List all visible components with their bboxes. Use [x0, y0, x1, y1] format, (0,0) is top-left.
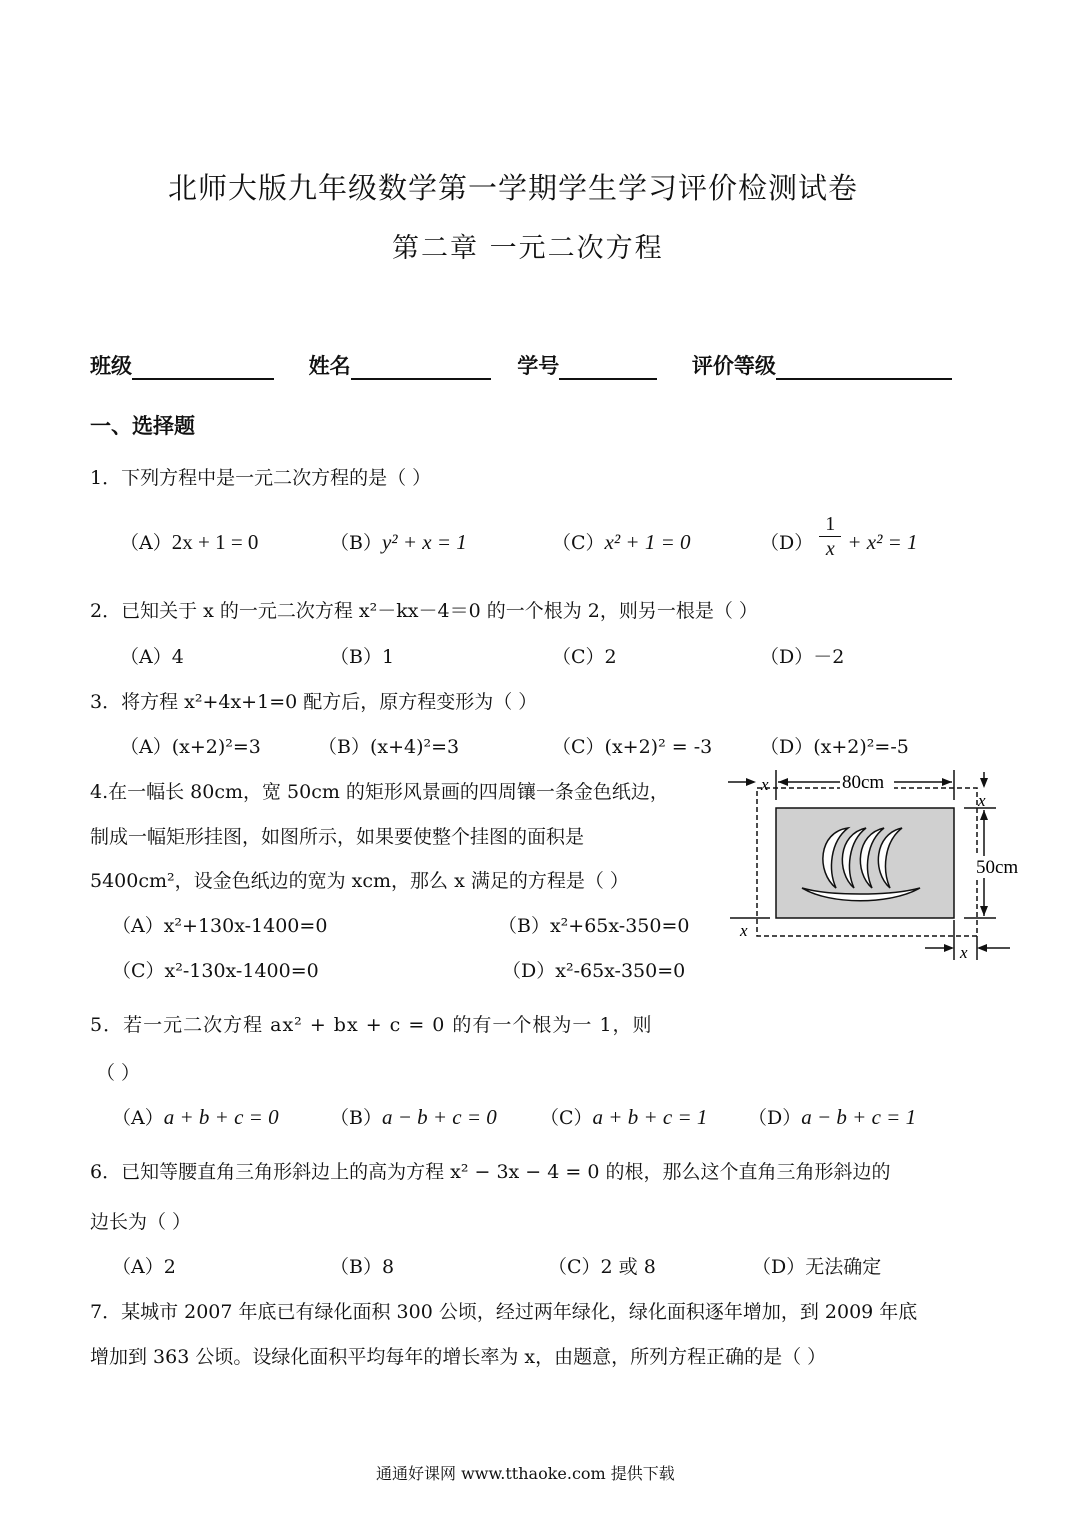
- x-label-bottom-right: x: [960, 943, 968, 962]
- question-7-stem: 7．某城市 2007 年底已有绿化面积 300 公顷，经过两年绿化，绿化面积逐年增加，到 2009 年底: [90, 1301, 918, 1323]
- q1-option-b: （B）y² + x = 1: [330, 530, 467, 554]
- picture-frame-figure: [720, 760, 1040, 970]
- question-5-paren: （ ）: [96, 1062, 141, 1084]
- q4-option-d: （D）x²-65x-350=0: [502, 960, 686, 982]
- question-4-line-2: 制成一幅矩形挂图，如图所示，如果要使整个挂图的面积是: [90, 826, 585, 848]
- page-footer: 通通好课网 www.tthaoke.com 提供下载: [376, 1464, 675, 1483]
- question-2-stem: 2．已知关于 x 的一元二次方程 x²－kx－4＝0 的一个根为 2，则另一根是（ ）: [90, 600, 758, 622]
- name-label: 姓名: [308, 354, 351, 378]
- x-label-top-left: x: [761, 775, 769, 794]
- question-6-stem: 6．已知等腰直角三角形斜边上的高为方程 x² − 3x − 4 = 0 的根，那么这个直角三角形斜边的: [90, 1161, 891, 1183]
- q4-option-b: （B）x²+65x-350=0: [498, 915, 690, 937]
- q4-option-a: （A）x²+130x-1400=0: [112, 915, 328, 937]
- class-blank[interactable]: [132, 354, 274, 380]
- q5-option-d: （D）a − b + c = 1: [748, 1105, 917, 1129]
- class-label: 班级: [90, 354, 132, 378]
- height-label: 50cm: [976, 857, 1019, 878]
- q6-option-a: （A）2: [112, 1256, 176, 1278]
- q3-option-d: （D）(x+2)²=-5: [760, 736, 909, 758]
- q5-option-c: （C）a + b + c = 1: [540, 1105, 708, 1129]
- q3-option-a: （A）(x+2)²=3: [120, 736, 261, 758]
- name-blank[interactable]: [351, 354, 491, 380]
- grade-label: 评价等级: [691, 354, 776, 378]
- section-title: 一、选择题: [90, 414, 195, 438]
- q2-option-b: （B）1: [330, 646, 395, 668]
- q1-option-d: （D） $\frac{1}{x}$ + x² = 1: [760, 513, 918, 560]
- question-6-stem-2: 边长为（ ）: [90, 1211, 192, 1233]
- q1-option-a: （A）2x + 1 = 0: [120, 530, 259, 554]
- page-title: 北师大版九年级数学第一学期学生学习评价检测试卷: [168, 171, 859, 205]
- q6-option-b: （B）8: [330, 1256, 395, 1278]
- page-subtitle: 第二章 一元二次方程: [392, 233, 664, 264]
- q2-option-c: （C）2: [552, 646, 617, 668]
- id-label: 学号: [517, 354, 560, 378]
- fraction-numerator: 1: [819, 512, 841, 537]
- question-5-stem: 5．若一元二次方程 ax² + bx + c = 0 的有一个根为一 1，则: [90, 1014, 653, 1036]
- q2-option-a: （A）4: [120, 646, 184, 668]
- width-label: 80cm: [842, 772, 885, 793]
- x-label-bottom-left: x: [740, 921, 748, 940]
- question-4-line-3: 5400cm²，设金色纸边的宽为 xcm，那么 x 满足的方程是（ ）: [90, 870, 629, 892]
- question-7-stem-2: 增加到 363 公顷。设绿化面积平均每年的增长率为 x，由题意，所列方程正确的是（ ）: [90, 1346, 827, 1368]
- id-blank[interactable]: [559, 354, 657, 380]
- grade-blank[interactable]: [776, 354, 952, 380]
- q3-option-c: （C）(x+2)² = -3: [552, 736, 713, 758]
- q6-option-c: （C）2 或 8: [548, 1256, 656, 1278]
- q1-option-c: （C）x² + 1 = 0: [552, 530, 691, 554]
- q5-option-a: （A）a + b + c = 0: [112, 1105, 279, 1129]
- q6-option-d: （D）无法确定: [752, 1256, 882, 1278]
- q4-option-c: （C）x²-130x-1400=0: [112, 960, 319, 982]
- question-3-stem: 3．将方程 x²+4x+1=0 配方后，原方程变形为（ ）: [90, 691, 538, 713]
- fraction-denominator: x: [825, 538, 835, 560]
- question-1-stem: 1．下列方程中是一元二次方程的是（ ）: [90, 467, 432, 489]
- q2-option-d: （D）－2: [760, 646, 845, 668]
- student-info-row: [90, 350, 952, 380]
- q3-option-b: （B）(x+4)²=3: [318, 736, 460, 758]
- q5-option-b: （B）a − b + c = 0: [330, 1105, 497, 1129]
- x-label-right-top: x: [978, 791, 986, 810]
- question-4-line-1: 4.在一幅长 80cm，宽 50cm 的矩形风景画的四周镶一条金色纸边，: [90, 781, 669, 803]
